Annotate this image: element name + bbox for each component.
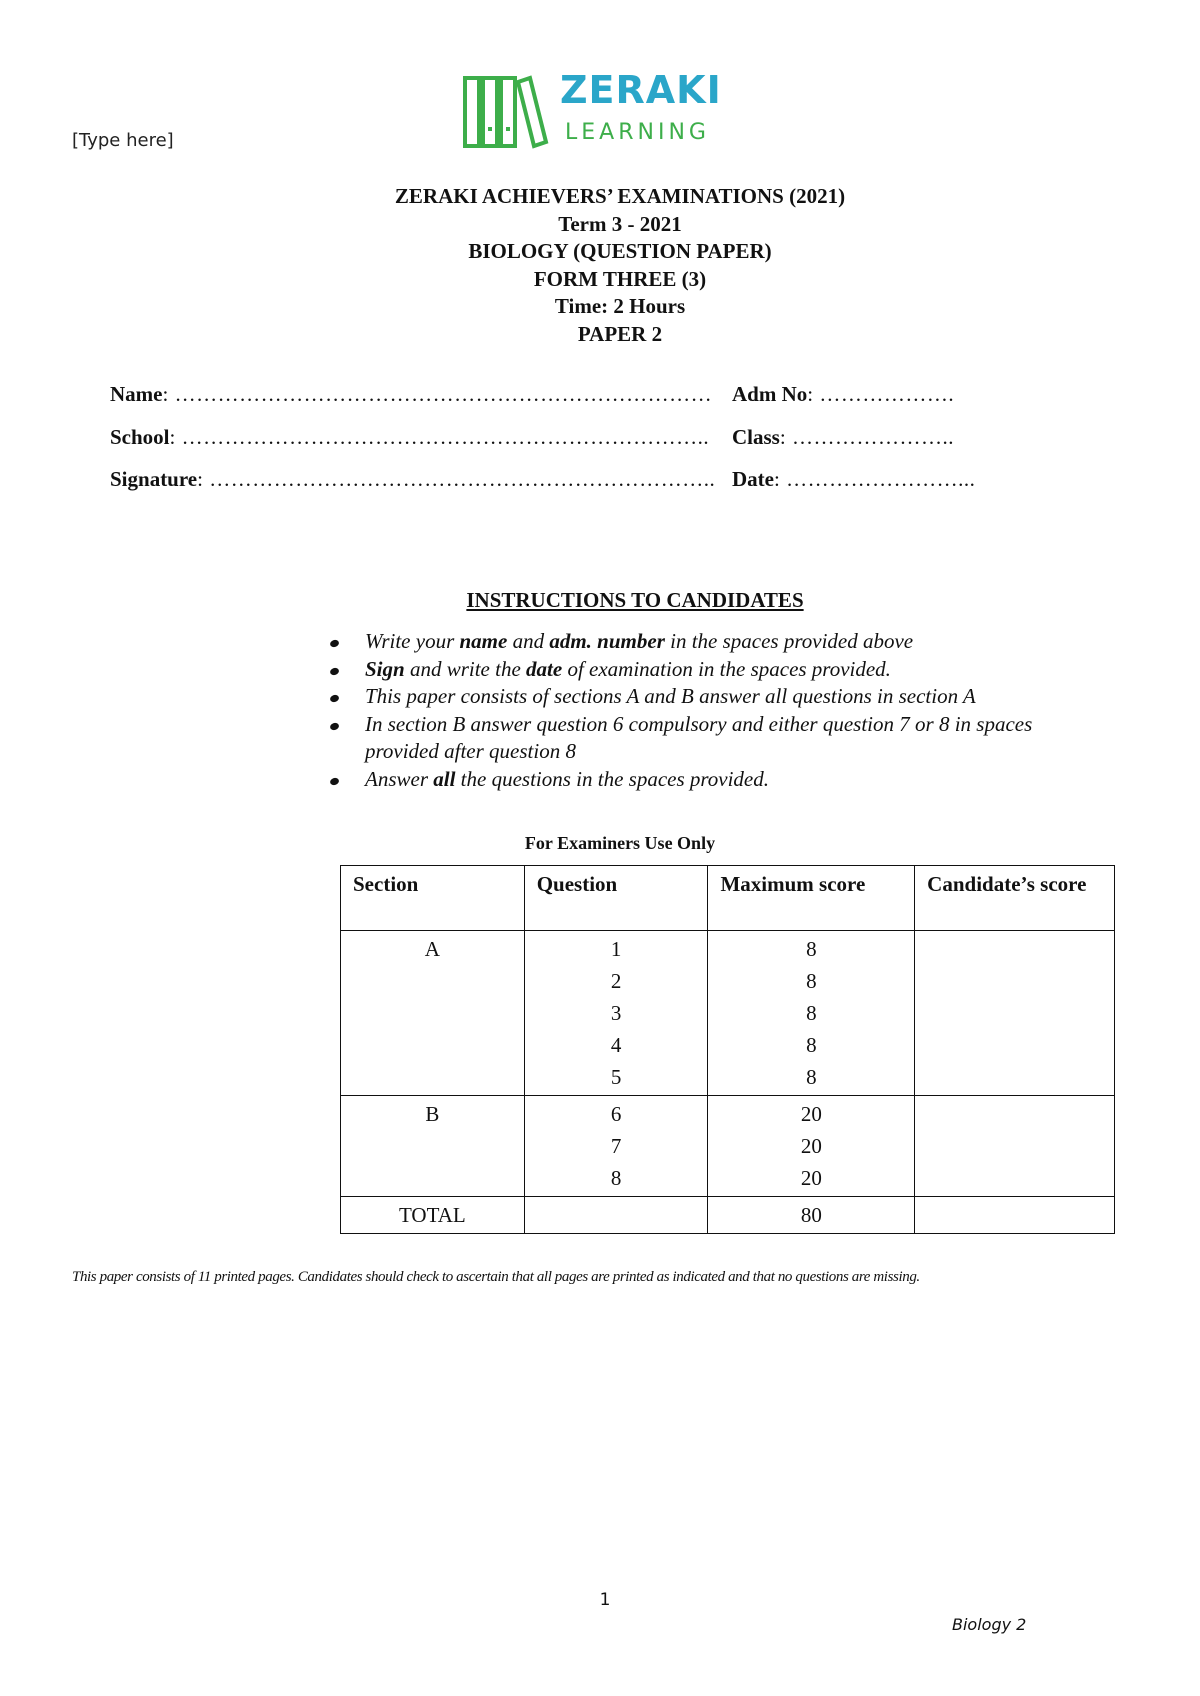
total-question-cell [524,1197,708,1234]
name-field[interactable]: : ………………………………………………………………… [162,382,713,406]
header-placeholder-note: [Type here] [72,130,174,151]
exam-time: Time: 2 Hours [554,294,686,318]
header-question: Question [524,866,708,931]
adm-row [732,382,954,407]
school-label: School [110,425,170,449]
total-max-score: 80 [708,1197,915,1234]
adm-field[interactable]: : ………………. [807,382,955,406]
signature-label: Signature [110,467,198,491]
date-row [732,467,975,492]
instruction-item: Write your name and adm. number in the spaces provided above [330,628,1090,656]
school-row [110,425,709,450]
instructions-list [330,628,1090,793]
date-field[interactable]: : ……………………... [773,467,976,491]
table-row-total [341,1197,1115,1234]
exam-subject: BIOLOGY (QUESTION PAPER) [468,239,772,263]
section-b-questions: 6 7 8 [524,1096,708,1197]
section-b-candidate-score[interactable] [915,1096,1115,1197]
header-section: Section [341,866,525,931]
exam-paper: PAPER 2 [577,321,663,346]
table-row-section-a [341,931,1115,1096]
section-a-candidate-score[interactable] [915,931,1115,1096]
class-row [732,425,954,450]
instruction-item: In section B answer question 6 compulsory and either question 7 or 8 in spaces provided after question 8 [330,711,1090,766]
name-label: Name [110,382,163,406]
section-b-max-scores: 20 20 20 [708,1096,915,1197]
header-candidate-score: Candidate’s score [915,866,1115,931]
table-row-section-b [341,1096,1115,1197]
footer-label: Biology 2 [952,1615,1027,1634]
books-icon [462,74,552,150]
examiner-table-caption: For Examiners Use Only [524,833,716,853]
signature-field[interactable]: : …………………………………………………………….. [197,467,716,491]
section-a-max-scores: 8 8 8 8 8 [708,931,915,1096]
exam-term: Term 3 - 2021 [558,211,682,236]
name-adm-row [110,382,712,407]
examiner-score-table [340,865,1115,1234]
instructions-title: INSTRUCTIONS TO CANDIDATES [466,588,804,612]
section-a-questions: 1 2 3 4 5 [524,931,708,1096]
exam-title-block [0,183,1200,348]
class-label: Class [732,425,780,449]
total-label: TOTAL [341,1197,525,1234]
logo-wordmark: ZERAKI [560,68,722,112]
section-a-label: A [341,931,525,1096]
logo-subtitle: LEARNING [565,120,710,145]
adm-label: Adm No [732,382,808,406]
header-max-score: Maximum score [708,866,915,931]
exam-form: FORM THREE (3) [533,266,707,291]
table-header-row [341,866,1115,931]
page-count-note: This paper consists of 11 printed pages. Candidates should check to ascertain that all pages are printed as indicated and that no questions are missing. [72,1269,920,1285]
page-number: 1 [599,1590,611,1610]
instruction-item: This paper consists of sections A and B answer all questions in section A [330,683,1090,711]
instruction-item: Sign and write the date of examination in the spaces provided. [330,656,1090,684]
instruction-item: Answer all the questions in the spaces provided. [330,766,1090,794]
section-b-label: B [341,1096,525,1197]
school-field[interactable]: : ……………………………………………………………….. [169,425,710,449]
signature-row [110,467,715,492]
date-label: Date [732,467,774,491]
exam-title: ZERAKI ACHIEVERS’ EXAMINATIONS (2021) [394,184,846,208]
class-field[interactable]: : ………………….. [779,425,954,449]
total-candidate-score[interactable] [915,1197,1115,1234]
